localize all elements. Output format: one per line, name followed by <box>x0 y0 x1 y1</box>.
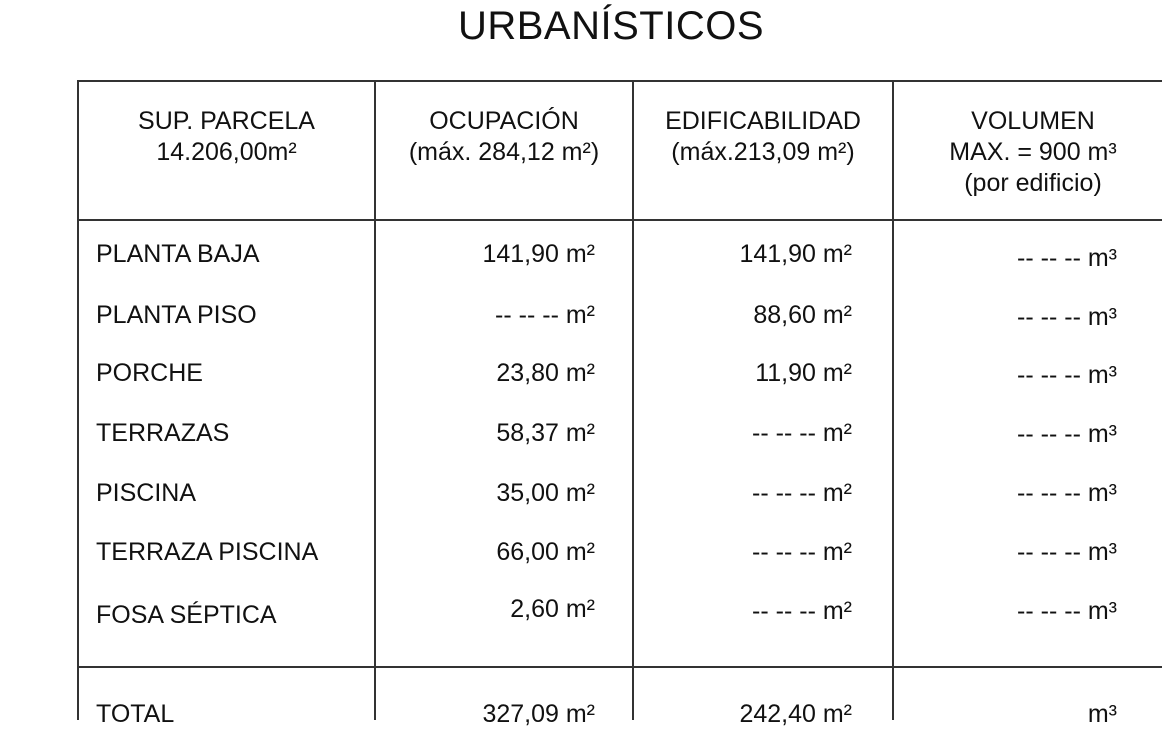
row-label: TERRAZAS <box>96 419 230 447</box>
row-label: PISCINA <box>96 479 197 507</box>
header-edificabilidad <box>634 106 892 168</box>
edificabilidad-value: -- -- -- m² <box>752 419 852 447</box>
header-line: OCUPACIÓN <box>429 107 579 135</box>
volumen-value: -- -- -- m³ <box>1017 479 1117 507</box>
header-sup-parcela <box>79 106 374 168</box>
row-label: PLANTA BAJA <box>96 240 260 268</box>
total-label: TOTAL <box>96 700 175 728</box>
header-line: MAX. = 900 m³ <box>949 138 1117 166</box>
total-ocupacion: 327,09 m² <box>482 700 595 728</box>
header-line: VOLUMEN <box>971 107 1095 135</box>
edificabilidad-value: 141,90 m² <box>739 240 852 268</box>
row-label: TERRAZA PISCINA <box>96 538 319 566</box>
volumen-value: -- -- -- m³ <box>1017 597 1117 625</box>
edificabilidad-value: -- -- -- m² <box>752 479 852 507</box>
header-ocupacion <box>376 106 632 168</box>
volumen-value: -- -- -- m³ <box>1017 420 1117 448</box>
table-top-border <box>77 80 1162 82</box>
header-line: (por edificio) <box>964 169 1102 197</box>
ocupacion-value: 58,37 m² <box>496 419 595 447</box>
header-line: (máx. 284,12 m²) <box>408 138 600 166</box>
ocupacion-value: 35,00 m² <box>496 479 595 507</box>
col-border-1 <box>374 80 376 720</box>
volumen-value: -- -- -- m³ <box>1017 538 1117 566</box>
col-border-left <box>77 80 79 720</box>
ocupacion-value: 2,60 m² <box>510 595 595 623</box>
total-divider <box>77 666 1162 668</box>
ocupacion-value: -- -- -- m² <box>495 301 595 329</box>
edificabilidad-value: 88,60 m² <box>753 301 852 329</box>
row-label: PLANTA PISO <box>96 301 257 329</box>
volumen-value: -- -- -- m³ <box>1017 361 1117 389</box>
header-line: (máx.213,09 m²) <box>671 138 855 166</box>
col-border-2 <box>632 80 634 720</box>
volumen-value: -- -- -- m³ <box>1017 303 1117 331</box>
edificabilidad-value: 11,90 m² <box>755 359 852 387</box>
ocupacion-value: 23,80 m² <box>496 359 595 387</box>
document-title: URBANÍSTICOS <box>457 4 765 48</box>
edificabilidad-value: -- -- -- m² <box>752 597 852 625</box>
ocupacion-value: 66,00 m² <box>496 538 595 566</box>
ocupacion-value: 141,90 m² <box>482 240 595 268</box>
row-label: PORCHE <box>96 359 203 387</box>
total-edificabilidad: 242,40 m² <box>739 700 852 728</box>
volumen-value: -- -- -- m³ <box>1017 244 1117 272</box>
total-volumen: m³ <box>1087 700 1117 728</box>
header-line: 14.206,00m² <box>156 138 297 166</box>
header-volumen <box>894 106 1162 199</box>
header-line: EDIFICABILIDAD <box>665 107 861 135</box>
row-label: FOSA SÉPTICA <box>96 601 277 629</box>
header-divider <box>77 219 1162 221</box>
edificabilidad-value: -- -- -- m² <box>752 538 852 566</box>
header-line: SUP. PARCELA <box>138 107 315 135</box>
